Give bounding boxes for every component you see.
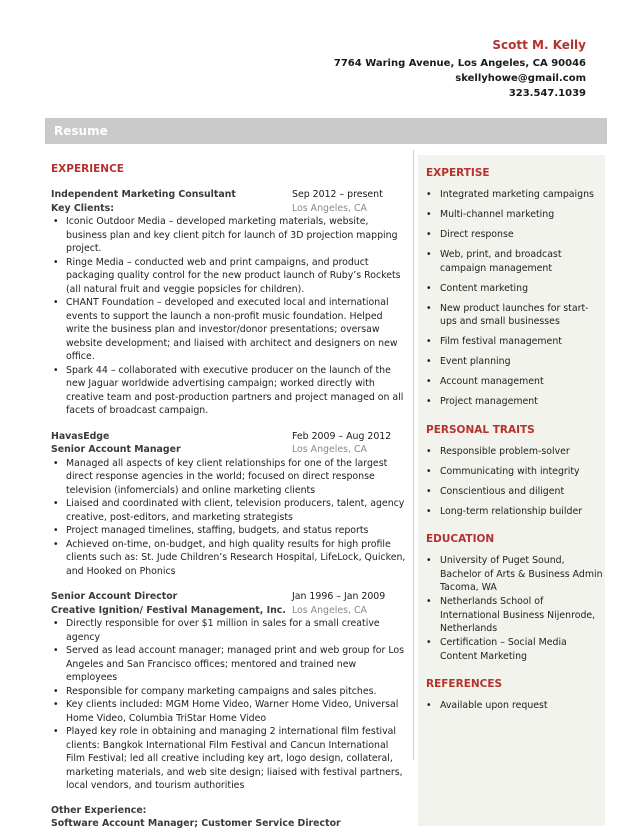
resume-banner: [45, 118, 607, 144]
job-bullet: • Played key role in obtaining and managing 2 international film festival clients: Bangkok International Film Festival and Cancun International Film Festival; led all creative including key art, logo design, collateral, marketing materials, and web site design; liaised with festival partners, local vendors, and tourism authorities: [51, 725, 406, 793]
trait-item: • Responsible problem-solver: [426, 445, 604, 459]
job-bullet: • Key clients included: MGM Home Video, Warner Home Video, Universal Home Video, Columbia TriStar Home Video: [51, 698, 406, 725]
expertise-item: • Account management: [426, 375, 604, 389]
contact-header: [334, 38, 586, 101]
job-location: Los Angeles, CA: [292, 444, 367, 455]
job-title: Senior Account Director: [51, 591, 178, 602]
phone: 323.547.1039: [508, 88, 586, 99]
email[interactable]: skellyhowe@gmail.com: [455, 73, 586, 84]
expertise-item: • Direct response: [426, 228, 604, 242]
job-bullets: [51, 457, 406, 579]
sidebar-content: [426, 166, 604, 727]
job-bullet: • Directly responsible for over $1 million in sales for a small creative agency: [51, 617, 406, 644]
education-item: • Netherlands School of International Business Nijenrode, Netherlands: [426, 595, 604, 636]
job-dates: Feb 2009 – Aug 2012: [292, 430, 392, 442]
job-bullet: • Served as lead account manager; managed print and web group for Los Angeles and San Francisco offices; mentored and trained new employees: [51, 644, 406, 685]
job-bullet: • Liaised and coordinated with client, television producers, talent, agency creative, post-editors, and marketing strategists: [51, 497, 406, 524]
references-section: [426, 677, 604, 713]
banner-title: Resume: [54, 124, 108, 138]
job-dates: Jan 1996 – Jan 2009: [292, 591, 386, 602]
job-title: Independent Marketing Consultant: [51, 189, 236, 200]
expertise-item: • New product launches for start-ups and small businesses: [426, 302, 604, 329]
other-experience-title: Other Experience:: [51, 804, 147, 816]
trait-item: • Long-term relationship builder: [426, 505, 604, 519]
job-company: HavasEdge: [51, 430, 110, 442]
trait-item: • Communicating with integrity: [426, 465, 604, 479]
expertise-item: • Web, print, and broadcast campaign management: [426, 248, 604, 275]
job-bullet: • Iconic Outdoor Media – developed marketing materials, website, business plan and key client pitch for launch of 3D projection mapping project.: [51, 215, 406, 256]
references-list: [426, 699, 604, 713]
expertise-heading: EXPERTISE: [426, 167, 490, 179]
job-bullet: • Spark 44 – collaborated with executive producer on the launch of the new Jaguar worldwide advertising campaign; worked directly with creative team and post-production partners and project managed on all facets of broadcast campaign.: [51, 364, 406, 418]
experience-heading: EXPERIENCE: [51, 163, 124, 175]
education-section: [426, 532, 604, 663]
job-bullet: • Project managed timelines, staffing, budgets, and status reports: [51, 524, 406, 538]
job-bullets: [51, 215, 406, 418]
reference-item: • Available upon request: [426, 699, 604, 713]
expertise-list: [426, 188, 604, 409]
traits-list: [426, 445, 604, 519]
expertise-item: • Multi-channel marketing: [426, 208, 604, 222]
job-subtitle: Key Clients:: [51, 202, 114, 214]
job-entry: [51, 188, 406, 418]
job-location: Los Angeles, CA: [292, 202, 367, 214]
job-bullet: • Ringe Media – conducted web and print campaigns, and product packaging quality control for the new product launch of Ruby’s Rockets (all natural fruit and veggie popsicles for children).: [51, 256, 406, 297]
expertise-item: • Integrated marketing campaigns: [426, 188, 604, 202]
address: 7764 Waring Avenue, Los Angeles, CA 90046: [333, 58, 586, 69]
traits-section: [426, 423, 604, 519]
education-item: • University of Puget Sound, Bachelor of Arts & Business Admin Tacoma, WA: [426, 554, 604, 595]
main-column: [51, 162, 406, 831]
job-entry: [51, 590, 406, 793]
education-list: [426, 554, 604, 663]
job-dates: Sep 2012 – present: [292, 189, 383, 200]
job-bullet: • Managed all aspects of key client relationships for one of the largest direct response agencies in the world; focused on direct response television (infomercials) and online marketing clients: [51, 457, 406, 498]
job-location: Los Angeles, CA: [292, 604, 367, 616]
other-experience: [51, 804, 406, 831]
trait-item: • Conscientious and diligent: [426, 485, 604, 499]
job-bullets: [51, 617, 406, 793]
education-item: • Certification – Social Media Content Marketing: [426, 636, 604, 663]
expertise-item: • Event planning: [426, 355, 604, 369]
job-title: Senior Account Manager: [51, 444, 181, 455]
job-bullet: • Responsible for company marketing campaigns and sales pitches.: [51, 685, 406, 699]
expertise-section: [426, 166, 604, 409]
job-bullet: • CHANT Foundation – developed and executed local and international events to support the launch a non-profit music foundation. Helped write the business plan and investor/donor presentations; oversaw website development; and liaised with architect and designers on new office.: [51, 296, 406, 364]
candidate-name: Scott M. Kelly: [492, 38, 586, 52]
references-heading: REFERENCES: [426, 678, 503, 690]
education-heading: EDUCATION: [426, 533, 495, 545]
job-bullet: • Achieved on-time, on-budget, and high quality results for high profile clients such as: St. Jude Children’s Research Hospital, LifeLock, Quicken, and Hooked on Phonics: [51, 538, 406, 579]
expertise-item: • Content marketing: [426, 282, 604, 296]
traits-heading: PERSONAL TRAITS: [426, 423, 535, 436]
job-entry: [51, 430, 406, 579]
expertise-item: • Project management: [426, 395, 604, 409]
job-company: Creative Ignition/ Festival Management, Inc.: [51, 604, 286, 616]
expertise-item: • Film festival management: [426, 335, 604, 349]
other-experience-text: Software Account Manager; Customer Service Director: [51, 818, 341, 829]
column-divider: [413, 150, 414, 760]
